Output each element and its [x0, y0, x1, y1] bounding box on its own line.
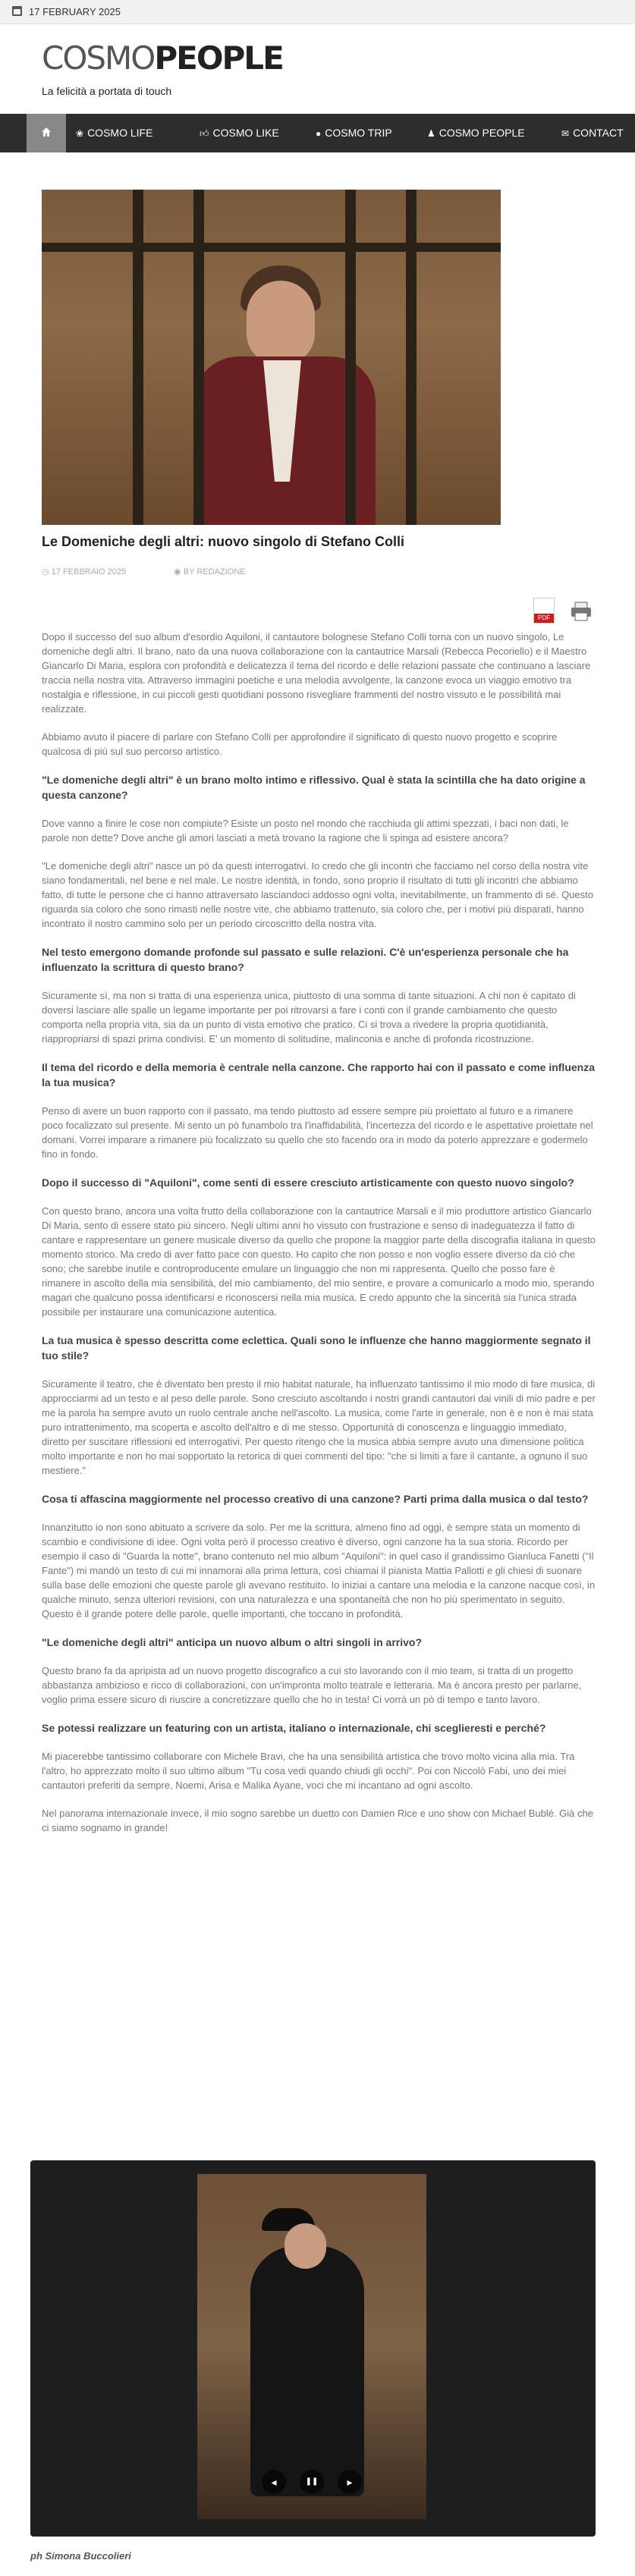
site-tagline: La felicità a portata di touch: [42, 85, 172, 97]
envelope-icon: ✉: [561, 128, 570, 139]
question: "Le domeniche degli altri" è un brano molto intimo e riflessivo. Qual è stata la scintilla che ha dato origine a questa canzone?: [42, 774, 586, 801]
prev-button[interactable]: ◂: [262, 2470, 286, 2494]
nav-item-cosmo-like[interactable]: 👍︎ COSMO LIKE: [200, 114, 279, 152]
paragraph: Abbiamo avuto il piacere di parlare con Stefano Colli per approfondire il significato di questo nuovo progetto e scoprire qualcosa di più sul suo percorso artistico.: [42, 731, 558, 757]
paragraph: Dopo il successo del suo album d'esordio Aquiloni, il cantautore bolognese Stefano Colli torna con un nuovo singolo, Le domeniche degli altri. Il brano, nato da una nuova collaborazione con la cantautrice Marsali (Rebecca Pecoriello) e il Maestro Giancarlo Di Maria, esplora con profondità e delicatezza il tema del ricordo e delle relazioni passate che continuano a lasciare traccia nella nostra vita. Attraverso immagini poetiche e una melodia avvolgente, la canzone evoca un viaggio emotivo tra nostalgia e riflessione, in cui piccoli gesti quotidiani possono risvegliare frammenti del nostro vissuto e le possibilità mai realizzate.: [42, 631, 591, 715]
calendar-icon: [12, 6, 22, 16]
question: La tua musica è spesso descritta come eclettica. Quali sono le influenze che hanno maggiormente segnato il tuo stile?: [42, 1334, 591, 1362]
nav-item-cosmo-life[interactable]: ❀ COSMO LIFE: [76, 114, 152, 152]
answer: "Le domeniche degli altri" nasce un pò da questi interrogativi. Io credo che gli incontri che facciamo nel corso della nostra vite siano fondamentali, nel bene e nel male. Le nostre identità, in fondo, sono proprio il risultato di tutti gli incontri che abbiamo fatto, di tutte le persone che ci hanno attraversato lasciandoci addosso ogni volta, inevitabilmente, un frammento di sé. Questo riguarda sia coloro che sono rimasti nelle nostre vite, che abbiamo trattenuto, sia coloro che, per i motivi più disparati, hanno incontrato il nostro cammino solo per un periodo circoscritto della nostra vita.: [42, 860, 593, 929]
photo-caption: ph Simona Buccolieri: [30, 2550, 131, 2562]
question: Se potessi realizzare un featuring con un artista, italiano o internazionale, chi sceglieresti e perché?: [42, 1722, 546, 1734]
top-bar: [0, 0, 635, 24]
thumbs-up-icon: 👍︎: [200, 128, 209, 139]
hero-image: [42, 190, 501, 525]
life-icon: ❀: [76, 128, 84, 139]
pdf-icon[interactable]: [533, 598, 555, 624]
answer: Sicuramente sì, ma non si tratta di una esperienza unica, piuttosto di una somma di tante situazioni. A chi non è capitato di doversi lasciare alle spalle un legame importante per poi ritrovarsi a fare i conti con il grande cambiamento che questo comporta nella propria vita, sia da un punto di vista emotivo che pratico. Ci si trova a rivedere la propria quotidianità, riappropriarsi di spazi prima condivisi. E' un momento di solitudine, malinconia e anche di profonda ricostruzione.: [42, 990, 576, 1045]
pause-button[interactable]: ❚❚: [300, 2470, 324, 2494]
nav-item-cosmo-trip[interactable]: ● COSMO TRIP: [316, 114, 392, 152]
author-meta[interactable]: ◉ BY REDAZIONE: [174, 567, 246, 576]
nav-item-contact[interactable]: ✉ CONTACT: [561, 114, 624, 152]
person-icon: ♟: [427, 128, 435, 139]
answer: Con questo brano, ancora una volta frutto della collaborazione con la cantautrice Marsali e il mio produttore artistico Giancarlo Di Maria, sento di essere stato più sincero. Negli ultimi anni ho vissuto con frustrazione e senso di inadeguatezza il fatto di cantare e rappresentare un genere musicale diverso da quello che propone la maggior parte della discografia italiana in questo momento storico. Ma credo di aver fatto pace con questo. Ho capito che non posso e non voglio essere diverso da ciò che sono; che sarebbe inutile e controproducente emulare un linguaggio che non mi rappresenta. Quello che posso fare è rimanere in ascolto della mia sensibilità, del mio cambiamento, del mio sentire, e provare a comunicarlo a modo mio, sperando magari che qualcuno possa identificarsi e riconoscersi nella mia musica. E credo appunto che la sincerità sia l'unica strada possibile per instaurare una comunicazione autentica.: [42, 1205, 596, 1318]
question: Cosa ti affascina maggiormente nel processo creativo di una canzone? Parti prima dalla musica o dal testo?: [42, 1493, 589, 1505]
print-icon[interactable]: [570, 601, 593, 622]
date-meta: ◷ 17 FEBBRAIO 2025: [42, 567, 127, 576]
site-logo[interactable]: COSMOPEOPLE: [42, 39, 283, 77]
question: "Le domeniche degli altri" anticipa un nuovo album o altri singoli in arrivo?: [42, 1636, 423, 1648]
answer: Dove vanno a finire le cose non compiute? Esiste un posto nel mondo che racchiuda gli attimi spezzati, i baci non dati, le parole non dette? Dove anche gli amori lasciati a metà trovano la ragione che li spinga ad esistere ancora?: [42, 818, 569, 843]
question: Dopo il successo di "Aquiloni", come senti di essere cresciuto artisticamente con questo nuovo singolo?: [42, 1176, 574, 1189]
photo-gallery[interactable]: [30, 2160, 596, 2537]
nav-home-button[interactable]: [27, 114, 66, 152]
globe-icon: ●: [316, 128, 322, 139]
answer: Penso di avere un buon rapporto con il passato, ma tendo piuttosto ad essere sempre più proiettato al futuro e a rimanere poco focalizzato sul presente. Mi sento un pò funambolo tra l'inaffidabilità, l'incertezza del ricordo e le aspettative proiettate nel domani. Vorrei imparare a rimanere più focalizzato su quello che sto facendo ora in modo da poterlo apprezzare e godermelo fino in fondo.: [42, 1105, 593, 1160]
question: Il tema del ricordo e della memoria è centrale nella canzone. Che rapporto hai con il passato e come influenza la tua musica?: [42, 1061, 595, 1089]
article-body: [42, 630, 596, 1849]
question: Nel testo emergono domande profonde sul passato e sulle relazioni. C'è un'esperienza personale che ha influenzato la scrittura di questo brano?: [42, 946, 569, 973]
article-title: Le Domeniche degli altri: nuovo singolo di Stefano Colli: [42, 534, 405, 549]
article-meta: [42, 567, 291, 576]
nav-item-cosmo-people[interactable]: ♟ COSMO PEOPLE: [427, 114, 525, 152]
gallery-image: [197, 2174, 426, 2519]
answer: Innanzitutto io non sono abituato a scrivere da solo. Per me la scrittura, almeno fino ad oggi, è sempre stata un momento di scambio e condivisione di idee. Ogni volta però il processo creativo è diverso, ogni canzone ha la sua storia. Ricordo per esempio il caso di "Guarda la notte", brano contenuto nel mio album "Aquiloni": in quel caso il grandissimo Gianluca Fanetti ("Il Fante") mi mandò un testo di cui mi innamorai alla prima lettura, così chiamai il pianista Mattia Pallotti e gli chiesi di suonare sulla base delle emozioni che queste parole gli avevano restituito. Io iniziai a cantare una melodia e la canzone nacque così, in qualche minuto, senza ulteriori revisioni, con una naturalezza e una spontaneità che non ho più sperimentato in seguito. Questo è il grande potere delle parole, quelle importanti, che toccano in profondità.: [42, 1522, 596, 1619]
answer: Mi piacerebbe tantissimo collaborare con Michele Bravi, che ha una sensibilità artistica che trovo molto vicina alla mia. Tra l'altro, ho apprezzato molto il suo ultimo album "Tu cosa vedi quando chiudi gli occhi". Poi con Niccolò Fabi, uno dei miei cantautori preferiti da sempre, Noemi, Arisa e Malika Ayane, voci che mi incantano ad ogni ascolto.: [42, 1751, 575, 1791]
current-date: 17 FEBRUARY 2025: [29, 6, 121, 17]
site-header: [0, 24, 635, 114]
next-button[interactable]: ▸: [338, 2470, 362, 2494]
home-icon: [41, 127, 52, 137]
answer: Nel panorama internazionale invece, il mio sogno sarebbe un duetto con Damien Rice e uno show con Michael Bublé. Già che ci siamo sognamo in grande!: [42, 1808, 593, 1833]
answer: Questo brano fa da apripista ad un nuovo progetto discografico a cui sto lavorando con il mio team, si tratta di un progetto abbastanza ambizioso e ricco di collaborazioni, con un'impronta molto teatrale e letteraria. Ma è ancora presto per parlarne, voglio prima essere sicuro di riuscire a concretizzare quello che ho in testa! Ci vorrà un pò di tempo e tanto lavoro.: [42, 1665, 582, 1705]
answer: Sicuramente il teatro, che è diventato ben presto il mio habitat naturale, ha influenzato tantissimo il mio modo di fare musica, di approcciarmi ad un testo e al peso delle parole. Sono cresciuto ascoltando i nostri grandi cantautori dai vinili di mio padre e per me la parola ha sempre avuto un ruolo centrale anche nell'ascolto. La musica, come l'arte in generale, non è e non è mai stata puro intrattenimento, ma scoperta e ascolto dell'altro e di me stesso. Opportunità di conoscenza e linguaggio immediato, diretto per suscitare riflessioni ed interrogativi. Per questo ritengo che la musica abbia sempre avuto una dimensione politica molto importante e non ho mai sopportato la retorica di quei commenti del tipo: "che si limiti a fare il cantante, a ognuno il suo mestiere.": [42, 1378, 596, 1476]
main-nav: [0, 114, 635, 152]
